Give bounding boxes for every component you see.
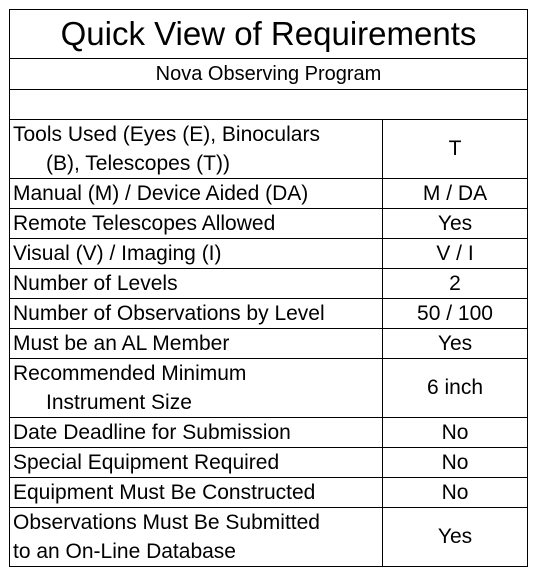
- blank-cell: [10, 90, 528, 120]
- row-value: No: [383, 478, 528, 508]
- row-label: Manual (M) / Device Aided (DA): [10, 179, 383, 209]
- row-label: Must be an AL Member: [10, 329, 383, 359]
- blank-row: [10, 90, 528, 120]
- row-label-line1: Observations Must Be Submitted: [13, 511, 320, 534]
- table-row-remote-telescopes: [10, 209, 528, 239]
- row-value: No: [383, 448, 528, 478]
- table-row-number-of-levels: [10, 269, 528, 299]
- row-label-line2: to an On-Line Database: [13, 540, 236, 563]
- row-label: Date Deadline for Submission: [10, 418, 383, 448]
- row-label: [10, 508, 383, 567]
- row-label: [10, 359, 383, 418]
- row-label: [10, 120, 383, 179]
- row-label: Number of Levels: [10, 269, 383, 299]
- table-row-visual-imaging: [10, 239, 528, 269]
- table-row-date-deadline: [10, 418, 528, 448]
- table-row-instrument-size: [10, 359, 528, 418]
- requirements-table-frame: [9, 9, 527, 569]
- table-title: Quick View of Requirements: [10, 10, 528, 59]
- row-label: Remote Telescopes Allowed: [10, 209, 383, 239]
- requirements-table: [9, 9, 528, 567]
- table-row-observations-by-level: [10, 299, 528, 329]
- table-row-al-member: [10, 329, 528, 359]
- row-value: Yes: [383, 508, 528, 567]
- row-value: M / DA: [383, 179, 528, 209]
- title-row: [10, 10, 528, 59]
- row-value: 50 / 100: [383, 299, 528, 329]
- row-label: Special Equipment Required: [10, 448, 383, 478]
- subtitle-row: [10, 59, 528, 90]
- row-label-line1: Tools Used (Eyes (E), Binoculars: [13, 123, 320, 146]
- row-label: Number of Observations by Level: [10, 299, 383, 329]
- row-label-line2: Instrument Size: [46, 391, 192, 414]
- table-row-special-equipment: [10, 448, 528, 478]
- row-value: Yes: [383, 209, 528, 239]
- row-value: No: [383, 418, 528, 448]
- row-value: 2: [383, 269, 528, 299]
- row-value: T: [383, 120, 528, 179]
- row-value: V / I: [383, 239, 528, 269]
- row-label-line1: Recommended Minimum: [13, 362, 247, 385]
- table-row-tools-used: [10, 120, 528, 179]
- row-value: 6 inch: [383, 359, 528, 418]
- row-label-line2: (B), Telescopes (T)): [46, 152, 230, 175]
- table-row-manual-device: [10, 179, 528, 209]
- row-value: Yes: [383, 329, 528, 359]
- table-row-online-database: [10, 508, 528, 567]
- row-label: Visual (V) / Imaging (I): [10, 239, 383, 269]
- table-subtitle: Nova Observing Program: [10, 59, 528, 90]
- row-label: Equipment Must Be Constructed: [10, 478, 383, 508]
- table-row-equipment-constructed: [10, 478, 528, 508]
